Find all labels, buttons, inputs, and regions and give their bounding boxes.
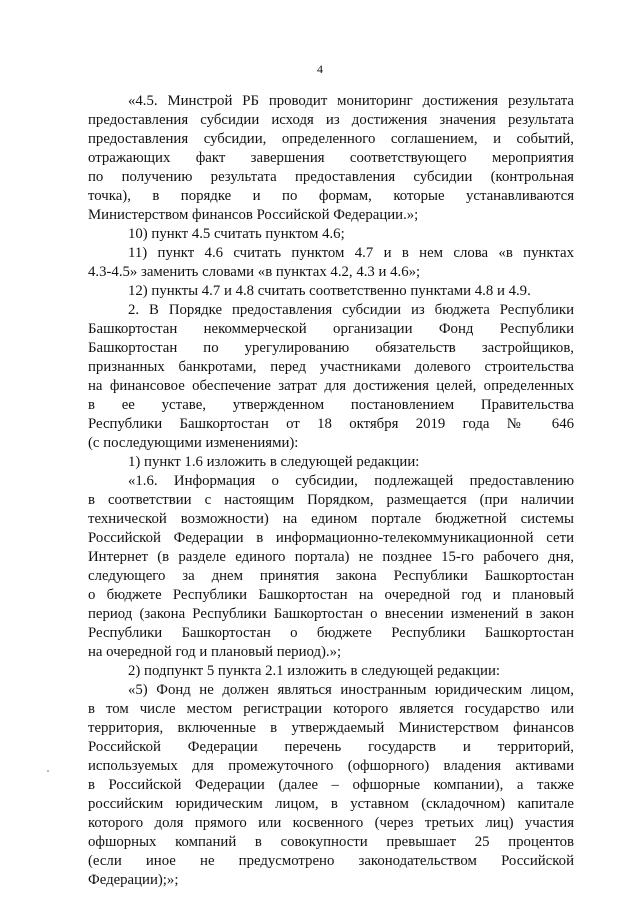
text-line	[0, 111, 640, 130]
line-text: 1) пункт 1.6 изложить в следующей редакции:	[128, 454, 420, 470]
line-text: предоставления субсидии исходя из достижения значения результата	[88, 112, 574, 128]
line-text: технической возможности) на едином портале бюджетной системы	[88, 511, 574, 527]
text-line	[0, 187, 640, 206]
text-line	[0, 225, 640, 244]
text-line	[0, 130, 640, 149]
line-text: Республики Башкортостан от 18 октября 2019 года № 646	[88, 416, 574, 432]
text-line	[0, 339, 640, 358]
line-text: «1.6. Информация о субсидии, подлежащей предоставлению	[128, 473, 574, 489]
line-text: следующего за днем принятия закона Республики Башкортостан	[88, 568, 574, 584]
text-line	[0, 244, 640, 263]
line-text: территория, включенные в утверждаемый Министерством финансов	[88, 720, 574, 736]
line-text: Министерством финансов Российской Федерации.»;	[88, 207, 419, 223]
line-text: отражающих факт завершения соответствующего мероприятия	[88, 150, 574, 166]
text-line	[0, 643, 640, 662]
text-line	[0, 377, 640, 396]
line-text: которого доля прямого или косвенного (через третьих лиц) участия	[88, 815, 574, 831]
text-line	[0, 814, 640, 833]
line-text: Республики Башкортостан о бюджете Республики Башкортостан	[88, 625, 574, 641]
text-line	[0, 415, 640, 434]
text-line	[0, 453, 640, 472]
line-text: 4.3-4.5» заменить словами «в пунктах 4.2, 4.3 и 4.6»;	[88, 264, 421, 280]
text-line	[0, 662, 640, 681]
text-line	[0, 282, 640, 301]
line-text: «5) Фонд не должен являться иностранным юридическим лицом,	[128, 682, 574, 698]
line-text: признанных банкротами, перед участниками долевого строительства	[88, 359, 574, 375]
line-text: на очередной год и плановый период).»;	[88, 644, 342, 660]
line-text: 12) пункты 4.7 и 4.8 считать соответственно пунктами 4.8 и 4.9.	[128, 283, 531, 299]
line-text: в том числе местом регистрации которого является государство или	[88, 701, 574, 717]
line-text: точка), в порядке и по формам, которые устанавливаются	[88, 188, 574, 204]
scan-speck	[47, 770, 49, 772]
line-text: о бюджете Республики Башкортостан на очередной год и плановый	[88, 587, 574, 603]
line-text: офшорных компаний в совокупности превышает 25 процентов	[88, 834, 574, 850]
line-text: в соответствии с настоящим Порядком, размещается (при наличии	[88, 492, 574, 508]
line-text: Российской Федерации в информационно-телекоммуникационной сети	[88, 530, 574, 546]
text-line	[0, 852, 640, 871]
text-line	[0, 491, 640, 510]
line-text: (если иное не предусмотрено законодательством Российской	[88, 853, 574, 869]
text-line	[0, 358, 640, 377]
line-text: Интернет (в разделе единого портала) не позднее 15-го рабочего дня,	[88, 549, 574, 565]
text-line	[0, 833, 640, 852]
text-line	[0, 700, 640, 719]
text-line	[0, 301, 640, 320]
text-line	[0, 168, 640, 187]
text-line	[0, 738, 640, 757]
text-line	[0, 529, 640, 548]
text-line	[0, 681, 640, 700]
text-line	[0, 206, 640, 225]
text-line	[0, 510, 640, 529]
text-line	[0, 149, 640, 168]
page-number: 4	[317, 62, 323, 76]
line-text: на финансовое обеспечение затрат для достижения целей, определенных	[88, 378, 574, 394]
line-text: 10) пункт 4.5 считать пунктом 4.6;	[128, 226, 345, 242]
text-line	[0, 776, 640, 795]
line-text: 2. В Порядке предоставления субсидии из бюджета Республики	[128, 302, 574, 318]
text-line	[0, 605, 640, 624]
text-line	[0, 92, 640, 111]
line-text: период (закона Республики Башкортостан о внесении изменений в закон	[88, 606, 574, 622]
line-text: Российской Федерации перечень государств и территорий,	[88, 739, 574, 755]
text-line	[0, 567, 640, 586]
text-line	[0, 757, 640, 776]
line-text: Башкортостан некоммерческой организации Фонд Республики	[88, 321, 574, 337]
text-line	[0, 871, 640, 890]
line-text: по получению результата предоставления субсидии (контрольная	[88, 169, 574, 185]
text-line	[0, 472, 640, 491]
text-line	[0, 263, 640, 282]
text-line	[0, 719, 640, 738]
text-line	[0, 320, 640, 339]
text-line	[0, 624, 640, 643]
line-text: (с последующими изменениями):	[88, 435, 299, 451]
text-line	[0, 795, 640, 814]
line-text: 11) пункт 4.6 считать пунктом 4.7 и в нем слова «в пунктах	[128, 245, 574, 261]
line-text: в ее уставе, утвержденном постановлением Правительства	[88, 397, 574, 413]
text-line	[0, 586, 640, 605]
text-line	[0, 548, 640, 567]
line-text: Федерации);»;	[88, 872, 179, 888]
line-text: в Российской Федерации (далее – офшорные компании), а также	[88, 777, 574, 793]
line-text: используемых для промежуточного (офшорного) владения активами	[88, 758, 574, 774]
line-text: 2) подпункт 5 пункта 2.1 изложить в следующей редакции:	[128, 663, 501, 679]
text-line	[0, 434, 640, 453]
line-text: предоставления субсидии, определенного соглашением, и событий,	[88, 131, 574, 147]
line-text: Башкортостан по урегулированию обязательств застройщиков,	[88, 340, 574, 356]
line-text: «4.5. Минстрой РБ проводит мониторинг достижения результата	[128, 93, 574, 109]
line-text: российским юридическим лицом, в уставном (складочном) капитале	[88, 796, 574, 812]
text-line	[0, 396, 640, 415]
